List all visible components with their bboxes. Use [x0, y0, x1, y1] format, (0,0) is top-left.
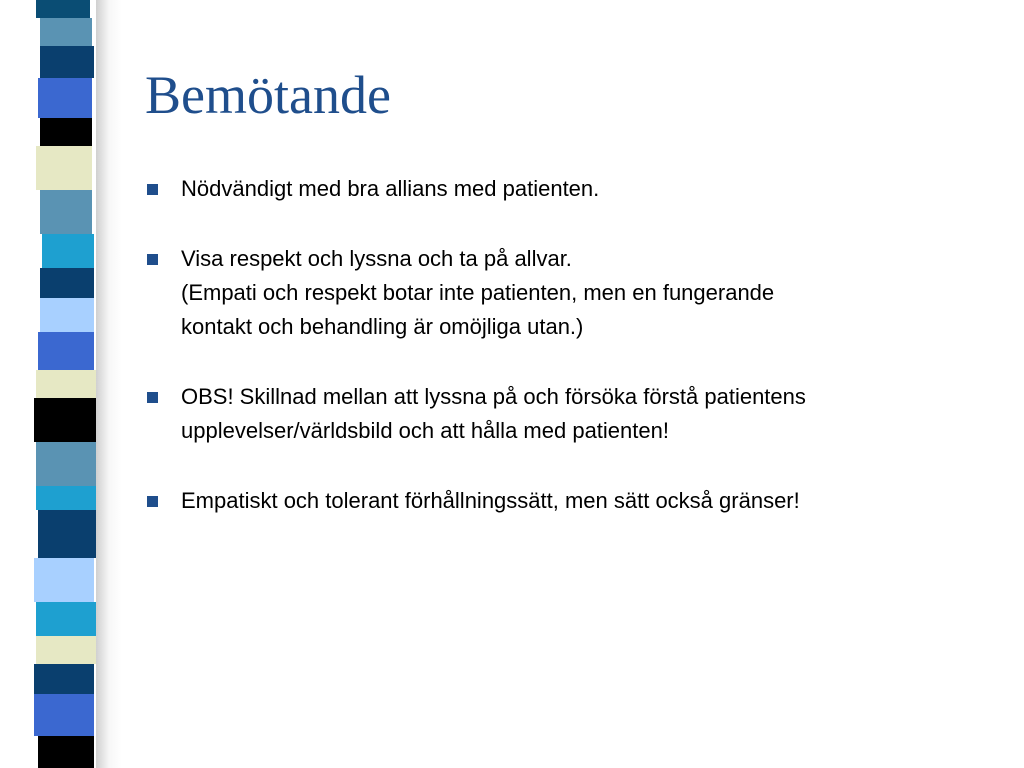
bullet-text: Visa respekt och lyssna och ta på allvar. [181, 246, 572, 271]
stripe-block [40, 18, 92, 46]
bullet-text: (Empati och respekt botar inte patienten, men en fungerande [181, 280, 775, 305]
stripe-block [36, 146, 92, 190]
square-bullet-icon [147, 254, 158, 265]
square-bullet-icon [147, 392, 158, 403]
stripe-block [34, 558, 94, 602]
stripe-block [36, 486, 96, 510]
decorative-stripe [0, 0, 100, 768]
bullet-item [145, 380, 1005, 448]
stripe-block [36, 0, 90, 18]
stripe-block [36, 602, 96, 636]
bullet-text: OBS! Skillnad mellan att lyssna på och försöka förstå patientens [181, 384, 806, 409]
bullet-text: kontakt och behandling är omöjliga utan.) [181, 314, 584, 339]
stripe-block [40, 46, 94, 78]
stripe-block [40, 298, 94, 332]
square-bullet-icon [147, 184, 158, 195]
bullet-item [145, 242, 1005, 344]
stripe-block [42, 234, 94, 268]
stripe-block [38, 510, 96, 558]
bullet-list [145, 172, 1005, 554]
stripe-block [38, 78, 92, 118]
stripe-block [34, 664, 94, 694]
stripe-block [36, 370, 96, 398]
bullet-text: upplevelser/världsbild och att hålla med patienten! [181, 418, 669, 443]
square-bullet-icon [147, 496, 158, 507]
bullet-text: Empatiskt och tolerant förhållningssätt, men sätt också gränser! [181, 488, 800, 513]
stripe-block [36, 636, 96, 664]
stripe-block [40, 118, 92, 146]
bullet-item [145, 484, 1005, 518]
stripe-block [38, 332, 94, 370]
bullet-item [145, 172, 1005, 206]
stripe-block [34, 694, 94, 736]
stripe-block [38, 736, 94, 768]
stripe-block [36, 442, 96, 486]
bullet-text: Nödvändigt med bra allians med patienten. [181, 176, 600, 201]
stripe-block [34, 398, 96, 442]
stripe-block [40, 190, 92, 234]
stripe-block [40, 268, 94, 298]
slide-title: Bemötande [145, 65, 391, 125]
